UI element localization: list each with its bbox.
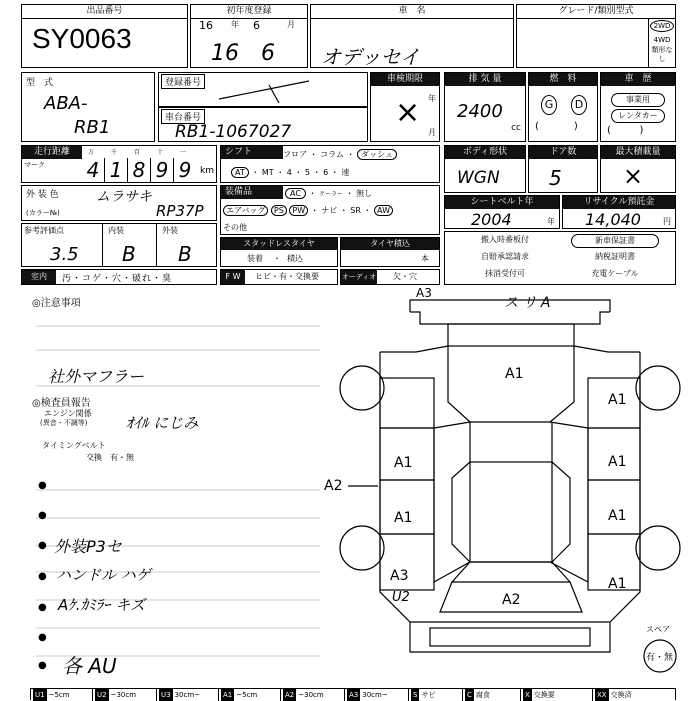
fw-text: ヒビ・有・交換要 — [255, 272, 319, 281]
seatbelt-box — [444, 195, 560, 229]
mileage-place: 千 — [111, 149, 118, 156]
drive-options — [648, 18, 675, 67]
shift-dash: ダッシュ — [357, 149, 397, 160]
equipment-row2: エアバッグ PS PW ・ ナビ ・ SR ・ AW — [223, 205, 393, 216]
shift-speed: 速 — [341, 168, 350, 177]
equip-airbag: エアバッグ — [223, 205, 268, 216]
equip-sr: SR — [350, 206, 361, 215]
car-name: オデッセイ — [321, 45, 420, 69]
panel-label: U2 — [392, 590, 410, 605]
legend-item: U3 30cm~ — [157, 689, 219, 701]
history-box — [600, 72, 676, 142]
bullet-dot: ● — [38, 540, 47, 551]
shift-mt: MT — [261, 168, 274, 177]
exhibit-no-label: 出品番号 — [22, 5, 187, 19]
history-label: 車 歴 — [601, 73, 675, 86]
fuel-g-option: G — [541, 95, 557, 115]
report-label: ◎検査員報告 — [32, 398, 91, 409]
doc-item: 搬入時番板付 — [481, 235, 529, 244]
drive-2wd: 2WD — [650, 20, 674, 32]
registration-scribble — [159, 73, 367, 106]
mileage-digit: 9 — [151, 158, 174, 182]
audio-label: オーディオ — [341, 270, 377, 284]
recycle-label: リサイクル預託金 — [563, 196, 675, 209]
grade-ref-label: 参考評価点 — [24, 226, 64, 235]
seatbelt-label: シートベルト年 — [445, 196, 559, 209]
doc-item: 自賠承認請求 — [481, 252, 529, 261]
doc-item-circled: 新車保証書 — [571, 234, 659, 248]
mileage-digit: 9 — [178, 158, 192, 182]
panel-label: A2 — [324, 478, 343, 494]
panel-label: A1 — [505, 366, 524, 382]
studless-box — [220, 237, 338, 267]
mileage-place: 万 — [88, 149, 95, 156]
equipment-box — [220, 185, 440, 235]
car-name-label: 車 名 — [311, 5, 513, 19]
legend-item: U2 ~30cm — [93, 689, 157, 701]
panel-label: A1 — [608, 508, 627, 524]
color-no-label: (カラー№) — [26, 209, 60, 217]
panel-label: A1 — [608, 576, 627, 592]
inspection-year-unit: 年 — [428, 94, 436, 103]
bullet-dot: ● — [38, 571, 47, 582]
color-box — [21, 185, 217, 221]
panel-label: A1 — [608, 454, 627, 470]
shift-4: 4 — [286, 168, 292, 177]
doors-label: ドア数 — [529, 146, 597, 159]
fw-label: F W — [221, 270, 245, 284]
bullet-dot: ● — [38, 660, 47, 671]
doc-item: 抹消受付可 — [485, 269, 525, 278]
shift-row2: AT ・ MT ・ 4 ・ 5 ・ 6 ・ 速 — [231, 167, 349, 178]
engine-sub: (異音・不調等) — [40, 419, 88, 427]
spare-label: スペア — [646, 625, 670, 634]
grade-interior-label: 内装 — [108, 226, 124, 235]
legend-item: X 交換要 — [521, 689, 593, 701]
grade-exterior-label: 外装 — [162, 226, 178, 235]
equip-none: 無し — [356, 189, 373, 198]
shift-floor: フロア — [283, 150, 307, 159]
equipment-other-label: その他 — [223, 223, 247, 232]
equip-ps: PS — [271, 205, 287, 216]
fuel-label: 燃 料 — [529, 73, 597, 86]
recycle-unit: 円 — [663, 217, 671, 226]
mileage-digit: 1 — [105, 158, 128, 182]
caution-label: ◎注意事項 — [32, 298, 81, 309]
notes-lines — [36, 300, 326, 680]
doc-item: 充電ケーブル — [591, 269, 639, 278]
recycle-box — [562, 195, 676, 229]
mileage-digit: 8 — [128, 158, 151, 182]
note-bullet: 外装P3セ — [54, 537, 122, 556]
doors-box — [528, 145, 598, 193]
equip-cooler: クーラー — [319, 191, 344, 198]
mileage-place: 一 — [180, 149, 187, 156]
engine-text: ｵｲﾙ にじみ — [126, 414, 199, 432]
color-no: RP37P — [156, 202, 204, 220]
first-reg-month: 6 — [261, 41, 275, 66]
engine-label: エンジン関係 — [44, 409, 92, 418]
mileage-label: 走行距離 — [22, 146, 82, 159]
doors-value: 5 — [549, 166, 562, 190]
capacity-box — [600, 145, 676, 193]
chassis-no: RB1-1067027 — [175, 122, 292, 142]
history-rental: レンタカー — [611, 109, 665, 123]
drive-none: 類形なし — [651, 46, 673, 63]
interior-condition-box — [21, 269, 217, 285]
color-value: ムラサキ — [96, 189, 152, 205]
grade-box — [516, 4, 676, 68]
grades-box — [21, 223, 217, 267]
inspection-label: 車検期限 — [371, 73, 439, 86]
bullet-dot: ● — [38, 632, 47, 643]
mileage-digit: 4 — [82, 158, 105, 182]
inspection-box — [370, 72, 440, 142]
studless-sep: ・ — [273, 254, 281, 263]
displacement-value: 2400 — [457, 101, 503, 122]
grade-divider — [156, 224, 157, 266]
mileage-place: 十 — [157, 149, 164, 156]
mileage-unit: km — [200, 166, 214, 176]
equip-ac: AC — [285, 188, 306, 199]
fuel-d-option: D — [571, 95, 587, 115]
displacement-box — [444, 72, 526, 142]
chassis-label: 車台番号 — [161, 109, 205, 124]
grade-label: グレード/類別型式 — [517, 5, 675, 19]
color-label: 外 装 色 — [26, 190, 59, 200]
panel-label: A3 — [390, 568, 409, 584]
history-business: 事業用 — [611, 93, 665, 107]
car-name-box — [310, 4, 514, 68]
note-bullet: 各 AU — [62, 654, 117, 678]
body-type-label: ボディ形状 — [445, 146, 525, 159]
registration-box — [158, 72, 368, 107]
legend-item: A3 30cm~ — [345, 689, 409, 701]
registration-label: 登録番号 — [161, 74, 205, 89]
doc-item: 納税証明書 — [595, 252, 635, 261]
seatbelt-unit: 年 — [547, 217, 555, 226]
studless-opt2: 積込 — [287, 254, 303, 263]
first-reg-month-printed: 6 — [253, 19, 260, 32]
equip-navi: ナビ — [321, 206, 338, 215]
body-type-value: WGN — [457, 168, 500, 188]
legend-item: S サビ — [409, 689, 463, 701]
docs-box — [444, 231, 676, 285]
bullet-dot: ● — [38, 480, 47, 491]
first-reg-month-unit: 月 — [287, 20, 295, 29]
first-reg-year-unit: 年 — [231, 20, 239, 29]
note-bullet: ハンドル ハゲ — [56, 566, 151, 584]
inspection-mark: × — [395, 95, 421, 130]
model-line2: RB1 — [74, 117, 111, 138]
timing-label: タイミングベルト — [42, 441, 106, 450]
legend-bar — [30, 688, 676, 700]
history-parens: ( ) — [607, 125, 644, 136]
first-reg-year-printed: 16 — [199, 19, 213, 32]
panel-label — [620, 420, 621, 421]
first-reg-year: 16 — [211, 41, 239, 66]
shift-6: 6 — [323, 168, 329, 177]
tire-box — [340, 237, 440, 267]
bullet-dot: ● — [38, 602, 47, 613]
legend-item: A1 ~5cm — [219, 689, 281, 701]
mileage-digits — [82, 146, 198, 182]
stock-no: SY0063 — [32, 23, 132, 54]
equip-aw: AW — [374, 205, 393, 216]
legend-item: U1 ~5cm — [31, 689, 93, 701]
interior-condition-text: 汚・コゲ・穴・破れ・臭 — [62, 274, 173, 284]
exhibit-no-box — [21, 4, 188, 68]
inspection-month-unit: 月 — [428, 128, 436, 137]
legend-item: C 腐食 — [463, 689, 521, 701]
first-reg-label: 初年度登録 — [191, 5, 307, 19]
note-bullet: Aｹ.ｶﾐﾗｰ キズ — [58, 596, 145, 614]
mileage-place: 百 — [134, 149, 141, 156]
bullet-dot: ● — [38, 510, 47, 521]
displacement-unit: cc — [511, 123, 521, 133]
grade-divider — [102, 224, 103, 266]
timing-exchange: 交換 有・無 — [86, 453, 134, 462]
equipment-label: 装備品 — [221, 186, 283, 199]
panel-label: A1 — [608, 392, 627, 408]
panel-label: A2 — [502, 592, 521, 608]
fuel-parens: ( ) — [535, 121, 578, 132]
diagram-label: A3 — [416, 286, 432, 300]
first-registration-box — [190, 4, 308, 68]
chassis-box — [158, 107, 368, 142]
studless-opt1: 装着 — [247, 254, 263, 263]
mileage-box — [21, 145, 217, 183]
model-label: 型 式 — [26, 78, 54, 88]
shift-row1: フロア ・ コラム ・ ダッシュ — [283, 149, 397, 160]
car-diagram — [320, 282, 690, 682]
shift-label: シフト — [221, 146, 283, 159]
shift-5: 5 — [304, 168, 311, 177]
shift-column: コラム — [320, 150, 345, 159]
capacity-value: × — [623, 162, 644, 190]
equip-pw: PW — [289, 205, 308, 216]
tire-label: タイヤ積込 — [341, 238, 439, 250]
panel-label: A1 — [394, 510, 413, 526]
caution-text: 社外マフラー — [48, 367, 145, 386]
interior-condition-label: 室内 — [22, 270, 56, 284]
shift-at: AT — [231, 167, 249, 178]
legend-item: A2 ~30cm — [281, 689, 345, 701]
fuel-box — [528, 72, 598, 142]
panel-label: A1 — [394, 455, 413, 471]
seatbelt-value: 2004 — [471, 210, 512, 229]
spare-options: 有・無 — [646, 653, 674, 663]
legend-item: XX 交換済 — [597, 691, 632, 699]
tire-unit: 本 — [421, 254, 429, 263]
diagram-label: ス リ A — [504, 295, 551, 311]
recycle-value: 14,040 — [585, 210, 641, 229]
studless-label: スタッドレスタイヤ — [221, 238, 337, 250]
model-box — [21, 72, 155, 142]
capacity-label: 最大積載量 — [601, 146, 675, 159]
grade-score: 3.5 — [50, 244, 79, 265]
displacement-label: 排 気 量 — [445, 73, 525, 86]
equipment-row1: AC ・ クーラー ・ 無し — [285, 188, 372, 199]
audio-text: 欠・穴 — [393, 272, 417, 281]
mileage-mark-label: マーク — [24, 161, 45, 169]
model-line1: ABA- — [44, 93, 88, 114]
shift-box — [220, 145, 440, 183]
grade-interior: B — [122, 242, 136, 266]
grade-exterior: B — [178, 242, 192, 266]
drive-4wd: 4WD — [653, 36, 671, 44]
body-type-box — [444, 145, 526, 193]
